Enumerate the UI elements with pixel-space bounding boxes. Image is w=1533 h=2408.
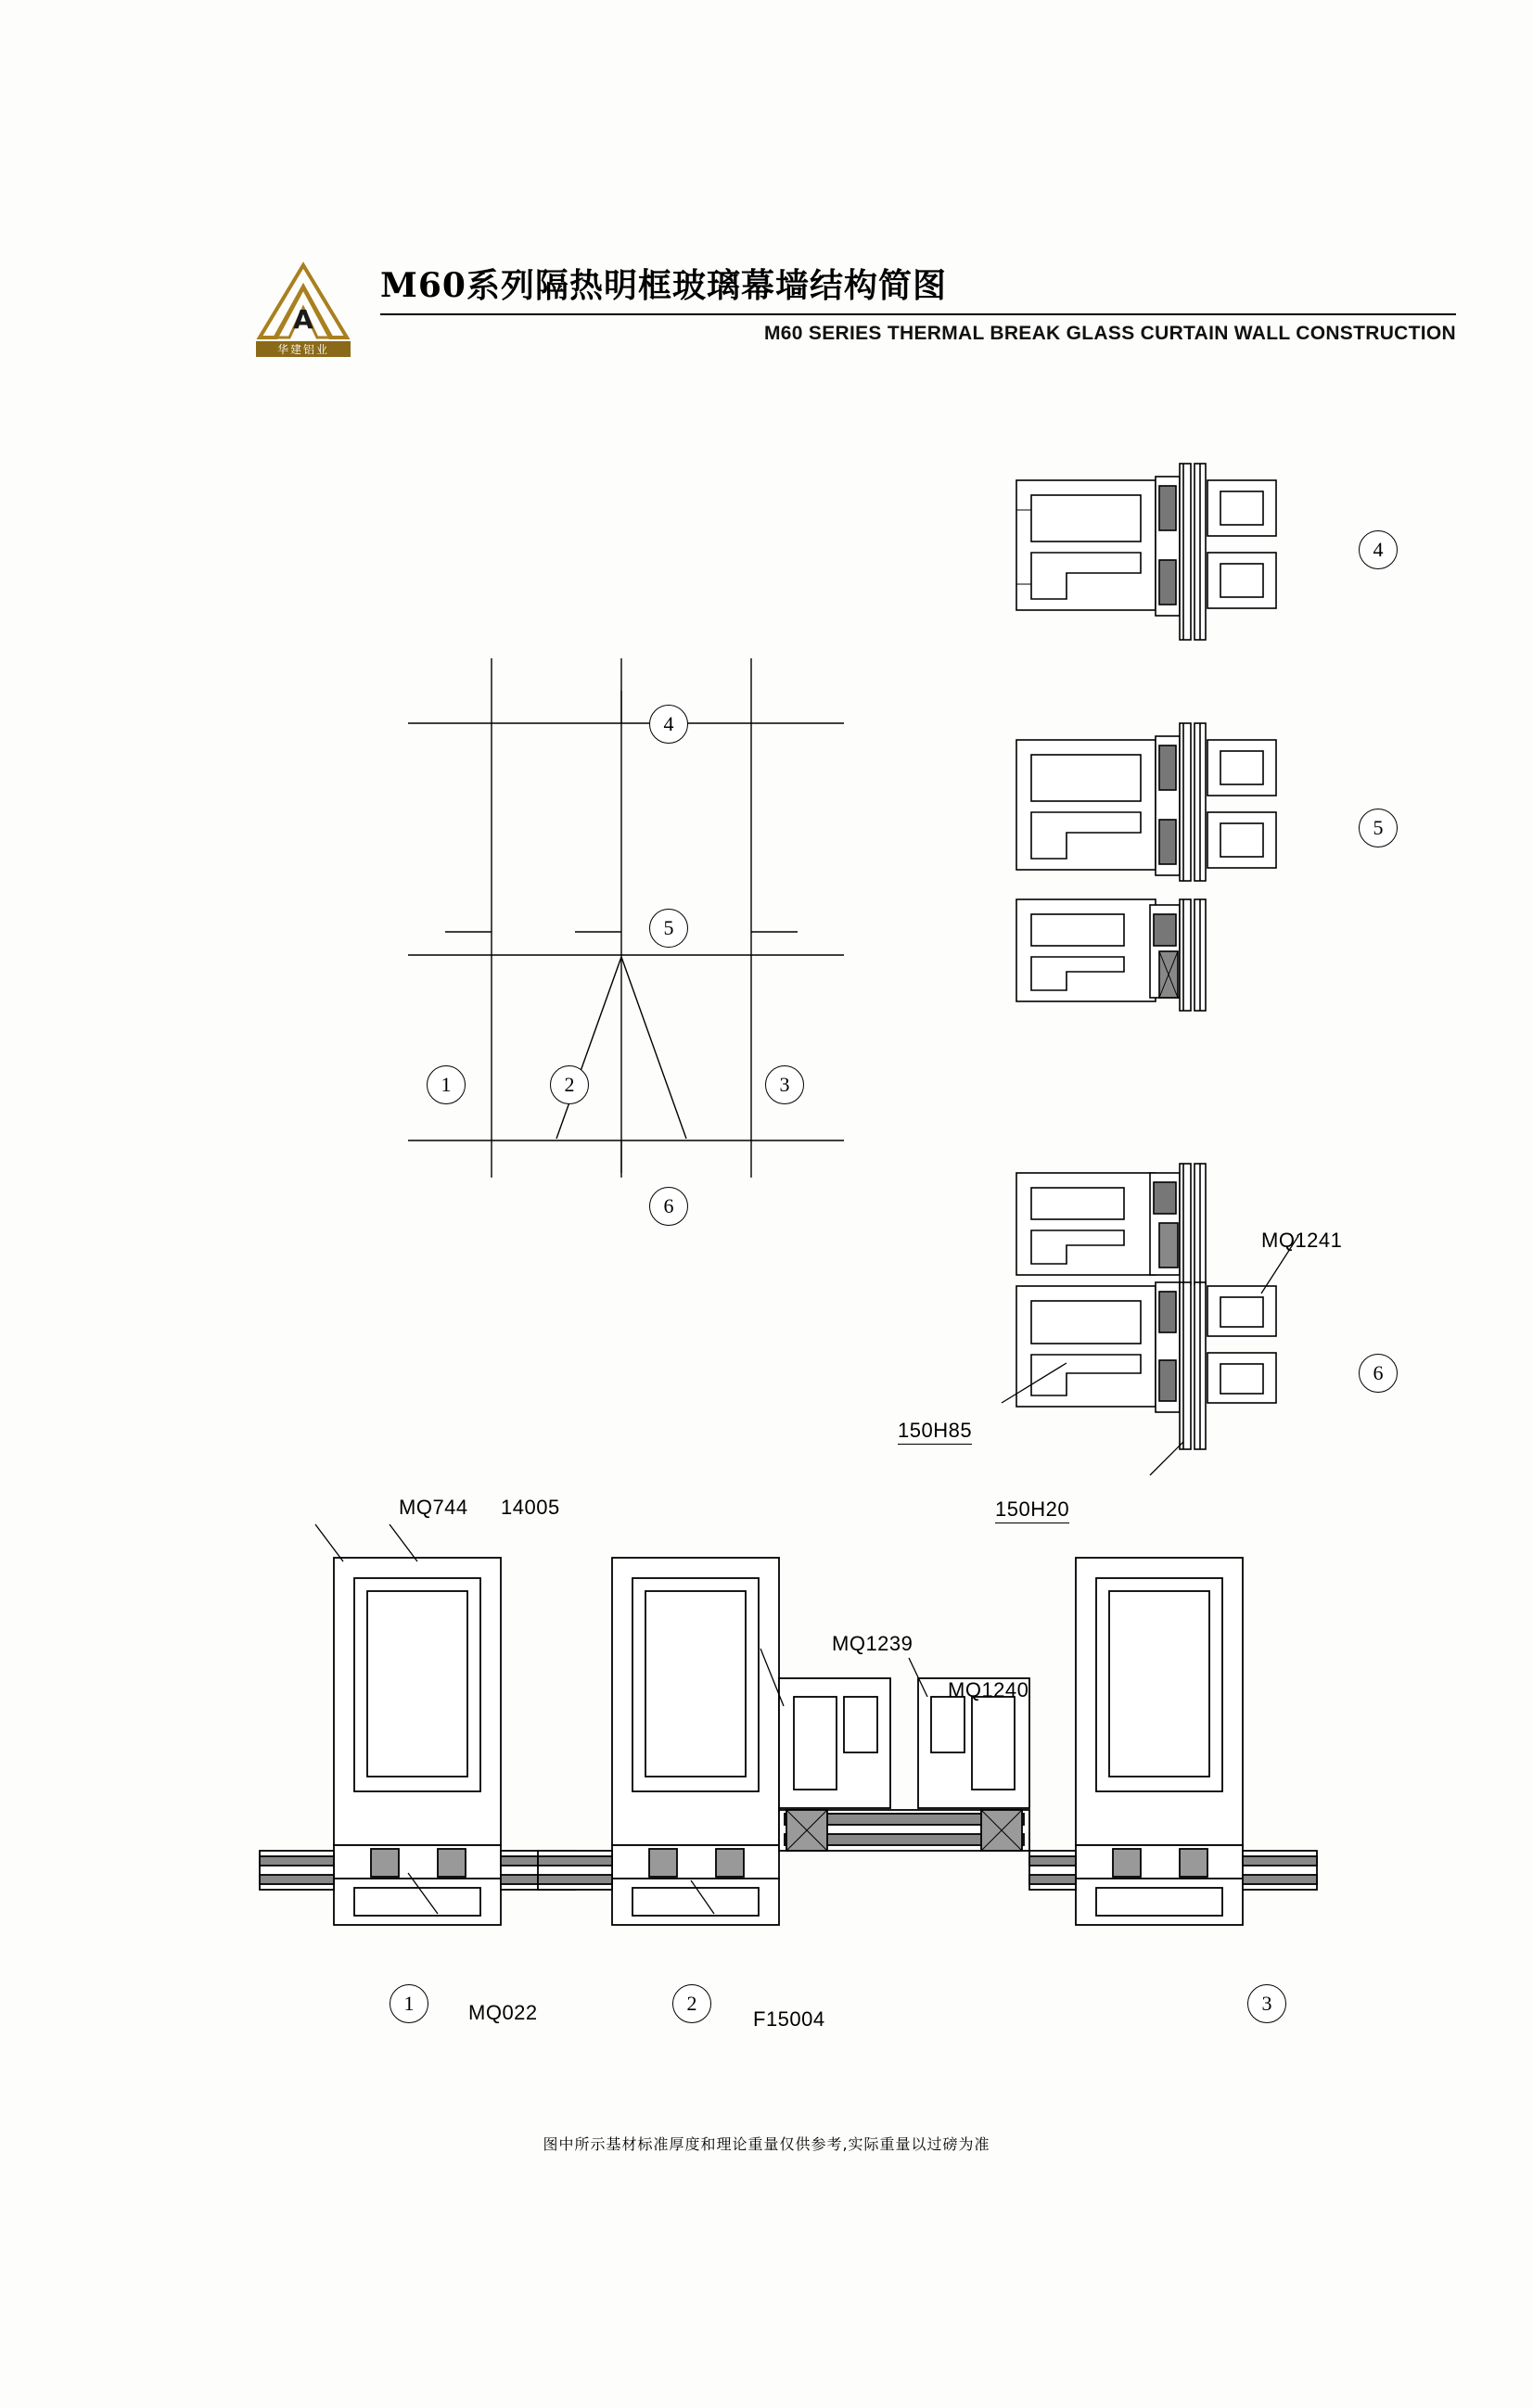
detail-marker-2[interactable]: 2: [672, 1984, 711, 2023]
key-marker-2[interactable]: 2: [550, 1065, 589, 1104]
part-label-mq1240: MQ1240: [948, 1678, 1029, 1701]
key-marker-4[interactable]: 4: [649, 705, 688, 744]
detail-marker-4[interactable]: 4: [1359, 530, 1398, 569]
key-marker-5[interactable]: 5: [649, 909, 688, 948]
part-label-mq1239: MQ1239: [832, 1632, 913, 1655]
sheet-title-cn: M60系列隔热明框玻璃幕墙结构简图: [380, 266, 947, 305]
sheet-header: [250, 260, 1465, 380]
part-label-150h20: 150H20: [995, 1497, 1069, 1523]
svg-text:A: A: [293, 304, 313, 335]
title-divider: [380, 313, 1456, 315]
key-marker-1[interactable]: 1: [427, 1065, 466, 1104]
detail-marker-6[interactable]: 6: [1359, 1354, 1398, 1393]
sheet-footnote: 图中所示基材标准厚度和理论重量仅供参考,实际重量以过磅为准: [543, 2135, 990, 2153]
part-label-mq022: MQ022: [468, 2001, 538, 2024]
part-label-mq1241: MQ1241: [1261, 1229, 1343, 1252]
key-marker-3[interactable]: 3: [765, 1065, 804, 1104]
detail-marker-3[interactable]: 3: [1247, 1984, 1286, 2023]
svg-text:华建铝业: 华建铝业: [276, 343, 330, 356]
key-marker-6[interactable]: 6: [649, 1187, 688, 1226]
sheet-title-en: M60 SERIES THERMAL BREAK GLASS CURTAIN WALL CONSTRUCTION: [764, 323, 1456, 344]
detail-marker-1[interactable]: 1: [390, 1984, 428, 2023]
part-label-f15004: F15004: [753, 2007, 825, 2031]
part-label-150h85: 150H85: [898, 1419, 972, 1445]
detail-marker-5[interactable]: 5: [1359, 809, 1398, 847]
part-label-14005: 14005: [501, 1496, 560, 1519]
part-label-mq744: MQ744: [399, 1496, 468, 1519]
